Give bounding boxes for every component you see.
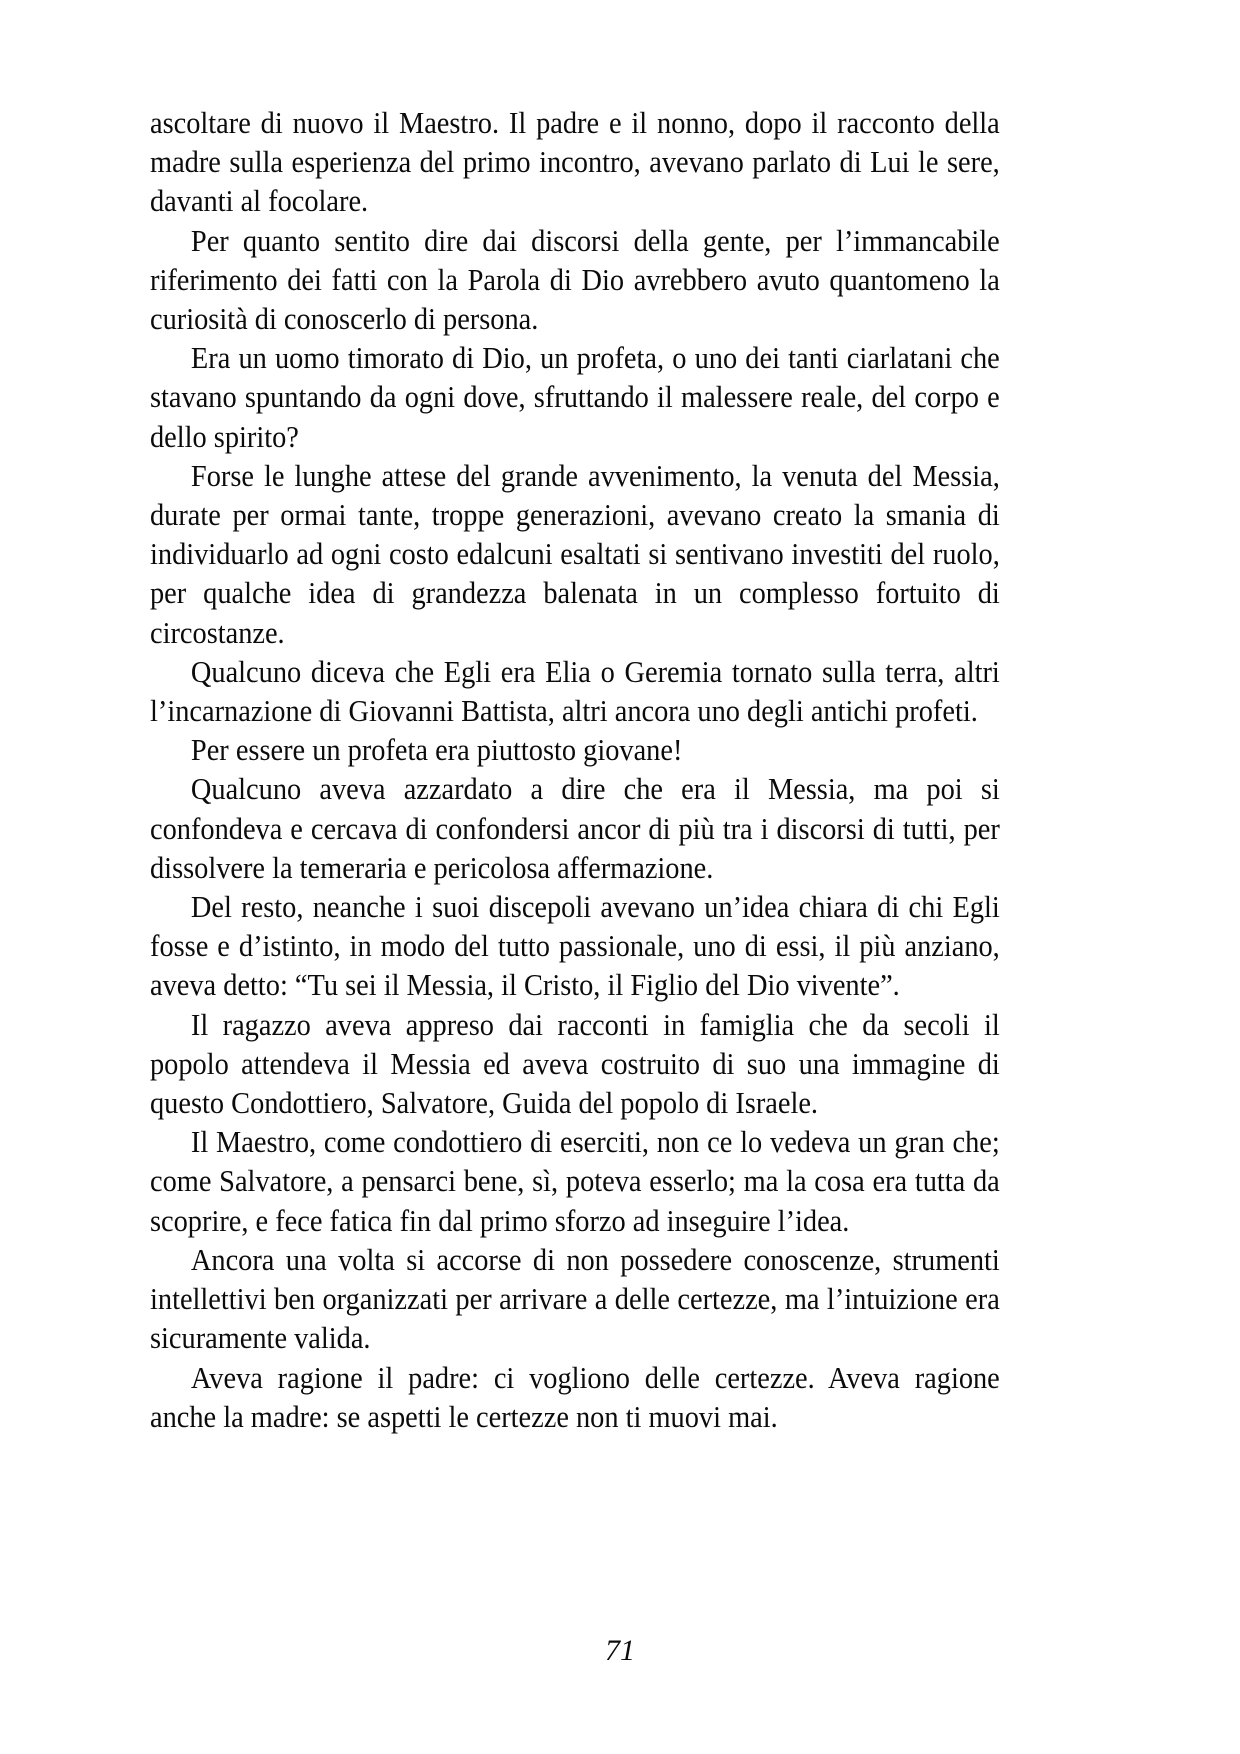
paragraph: Qualcuno aveva azzardato a dire che era il Messia, ma poi si confondeva e cercava di confondersi ancor di più tra i discorsi di tutti, per dissolvere la temeraria e pericolosa affermazione. [150, 772, 1000, 885]
paragraph: Per essere un profeta era piuttosto giovane! [190, 733, 683, 768]
paragraph: Era un uomo timorato di Dio, un profeta, o uno dei tanti ciarlatani che stavano spuntando da ogni dove, sfruttando il malessere reale, del corpo e dello spirito? [150, 341, 1000, 454]
paragraph: Per quanto sentito dire dai discorsi della gente, per l’immancabile riferimento dei fatti con la Parola di Dio avrebbero avuto quantomeno la curiosità di conoscerlo di persona. [150, 223, 1000, 337]
paragraph: Il Maestro, come condottiero di eserciti, non ce lo vedeva un gran che; come Salvatore, a pensarci bene, sì, poteva esserlo; ma la cosa era tutta da scoprire, e fece fatica fin dal primo sforzo ad inseguire l’idea. [150, 1125, 1000, 1238]
paragraph: Ancora una volta si accorse di non possedere conoscenze, strumenti intellettivi ben organizzati per arrivare a delle certezze, ma l’intuizione era sicuramente valida. [150, 1242, 1000, 1356]
paragraph: ascoltare di nuovo il Maestro. Il padre e il nonno, dopo il racconto della madre sulla esperienza del primo incontro, avevano parlato di Lui le sere, davanti al focolare. [150, 106, 1000, 219]
paragraph: Qualcuno diceva che Egli era Elia o Geremia tornato sulla terra, altri l’incarnazione di Giovanni Battista, altri ancora uno degli antichi profeti. [150, 654, 1000, 729]
paragraph: Aveva ragione il padre: ci vogliono delle certezze. Aveva ragione anche la madre: se aspetti le certezze non ti muovi mai. [150, 1360, 1000, 1434]
body-text-block [150, 104, 1000, 1437]
paragraph: Del resto, neanche i suoi discepoli avevano un’idea chiara di chi Egli fosse e d’istinto, in modo del tutto passionale, uno di essi, il più anziano, aveva detto: “Tu sei il Messia, il Cristo, il Figlio del Dio vivente”. [150, 890, 1000, 1003]
paragraph: Forse le lunghe attese del grande avvenimento, la venuta del Messia, durate per ormai tante, troppe generazioni, avevano creato la smania di individuarlo ad ogni costo edalcuni esaltati si sentivano investiti del ruolo, per qualche idea di grandezza balenata in un complesso fortuito di circostanze. [150, 458, 1000, 650]
paragraph: Il ragazzo aveva appreso dai racconti in famiglia che da secoli il popolo attendeva il Messia ed aveva costruito di suo una immagine di questo Condottiero, Salvatore, Guida del popolo di Israele. [150, 1007, 1000, 1121]
page-number: 71 [605, 1634, 635, 1667]
